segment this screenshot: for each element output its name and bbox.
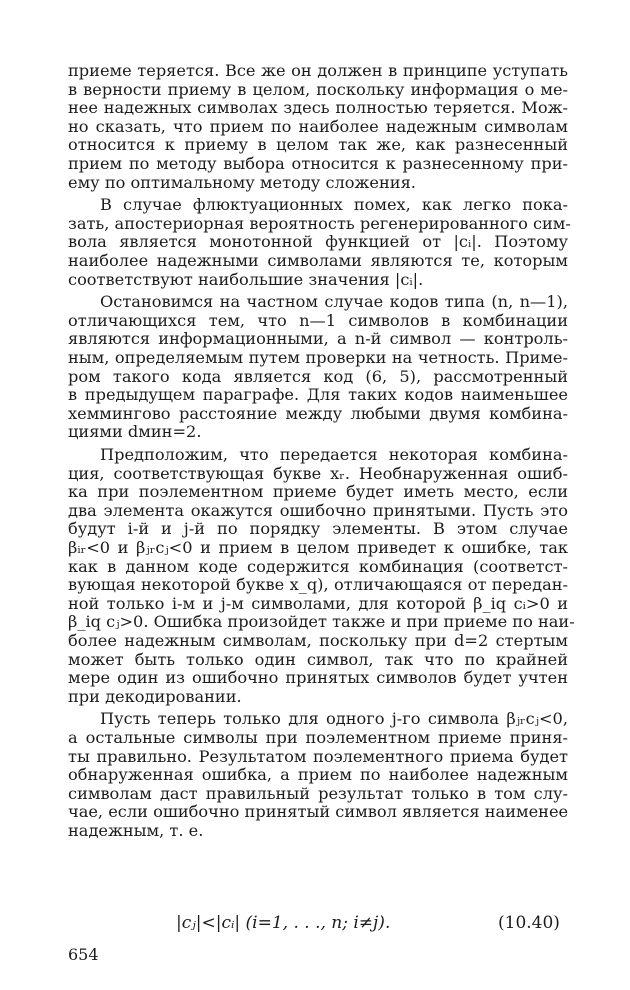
text-line: ром такого кода является код (6, 5), рассмотренный bbox=[68, 366, 568, 386]
text-line: мере один из ошибочно принятых символов будет учтен bbox=[68, 668, 568, 688]
text-line: являются информационными, а n-й символ — контроль- bbox=[68, 329, 568, 349]
text-line: прием по методу выбора относится к разнесенному при- bbox=[68, 154, 568, 173]
text-line: надежным, т. е. bbox=[68, 821, 204, 840]
text-line: ка при поэлементном приеме будет иметь место, если bbox=[68, 482, 568, 502]
text-line: приеме теряется. Все же он должен в принципе уступать bbox=[68, 61, 568, 80]
text-line: два элемента окажутся ошибочно принятыми. Пусть это bbox=[68, 500, 568, 520]
text-line: более надежным символам, поскольку при d=2 стертым bbox=[68, 631, 568, 650]
text-line: Пусть теперь только для одного j-го символа βⱼᵣcⱼ<0, bbox=[100, 709, 568, 729]
text-line: нее надежных символах здесь полностью теряется. Мож- bbox=[68, 98, 568, 118]
text-line: Остановимся на частном случае кодов типа (n, n—1), bbox=[100, 292, 568, 312]
text-line: вола является монотонной функцией от |cᵢ|. Поэтому bbox=[68, 232, 568, 252]
equation-formula: |cⱼ|<|cᵢ| (i=1, . . ., n; i≠j). bbox=[176, 913, 391, 933]
text-line: как в данном коде содержится комбинация (соответст- bbox=[68, 556, 568, 576]
text-line: наиболее надежными символами являются те, которым bbox=[68, 251, 568, 270]
text-line: будут i-й и j-й по порядку элементы. В этом случае bbox=[68, 519, 568, 539]
equation-number: (10.40) bbox=[498, 913, 560, 933]
text-line: βᵢᵣ<0 и βⱼᵣcⱼ<0 и прием в целом приведет к ошибке, так bbox=[68, 538, 568, 557]
text-line: а остальные символы при поэлементном приеме приня- bbox=[68, 728, 568, 747]
text-line: ной только i-м и j-м символами, для которой β_iq cᵢ>0 и bbox=[68, 593, 568, 613]
text-line: циями dмин=2. bbox=[68, 422, 202, 442]
text-line: ция, соответствующая букве xᵣ. Необнаруженная ошиб- bbox=[68, 463, 568, 483]
text-line: в предыдущем параграфе. Для таких кодов наименьшее bbox=[68, 385, 568, 405]
text-line: в верности приему в целом, поскольку информация о ме- bbox=[68, 79, 568, 99]
text-line: ты правильно. Результатом поэлементного приема будет bbox=[68, 746, 568, 766]
text-line: может быть только один символ, так что по крайней bbox=[68, 649, 568, 669]
text-line: В случае флюктуационных помех, как легко пока- bbox=[100, 195, 568, 215]
text-line: относится к приему в целом так же, как разнесенный bbox=[68, 135, 568, 155]
text-line: чае, если ошибочно принятый символ является наименее bbox=[68, 802, 569, 822]
text-line: хеммингово расстояние между любыми двумя комбина- bbox=[68, 403, 568, 423]
text-line: ему по оптимальному методу сложения. bbox=[68, 172, 416, 192]
text-line: но сказать, что прием по наиболее надежным символам bbox=[68, 116, 568, 136]
text-line: при декодировании. bbox=[68, 686, 242, 706]
text-line: Предположим, что передается некоторая комбина- bbox=[100, 445, 568, 464]
text-line: обнаруженная ошибка, а прием по наиболее надежным bbox=[68, 765, 568, 785]
text-line: ным, определяемым путем проверки на четность. Приме- bbox=[68, 348, 568, 367]
text-line: соответствуют наибольшие значения |cᵢ|. bbox=[68, 269, 424, 289]
text-line: зать, апостериорная вероятность регенерированного сим- bbox=[68, 213, 571, 233]
text-line: символам даст правильный результат только в том слу- bbox=[68, 783, 568, 803]
page-number: 654 bbox=[68, 945, 99, 964]
text-line: отличающихся тем, что n—1 символов в комбинации bbox=[68, 310, 568, 330]
text-line: вующая некоторой букве x_q), отличающаяся от передан- bbox=[68, 575, 568, 595]
text-line: β_iq cⱼ>0. Ошибка произойдет также и при приеме по наи- bbox=[68, 612, 575, 632]
